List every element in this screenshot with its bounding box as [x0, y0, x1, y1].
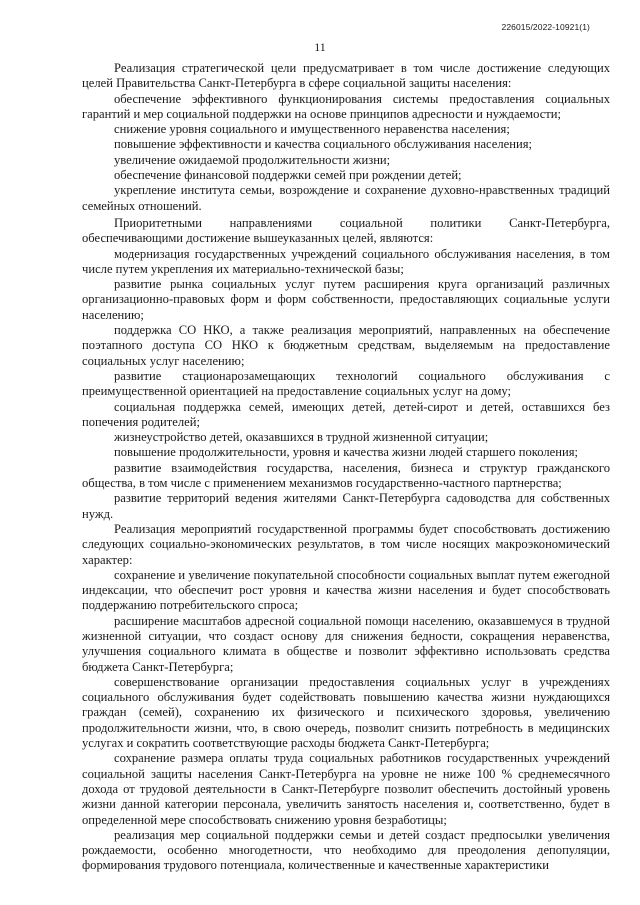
paragraph-18: Реализация мероприятий государственной программы будет способствовать достижению следующих социально-экономических результатов, в том числе носящих макроэкономический характер:	[82, 521, 610, 567]
paragraph-8: Приоритетными направлениями социальной политики Санкт-Петербурга, обеспечивающими достижение вышеуказанных целей, являются:	[82, 215, 610, 246]
paragraph-7: укрепление института семьи, возрождение и сохранение духовно-нравственных традиций семейных отношений.	[82, 183, 610, 213]
page-number: 11	[314, 40, 326, 54]
paragraph-16: развитие взаимодействия государства, населения, бизнеса и структур гражданского общества, в том числе с применением механизмов государственно-частного партнерства;	[82, 460, 610, 491]
paragraph-14: жизнеустройство детей, оказавшихся в трудной жизненной ситуации;	[114, 430, 489, 445]
paragraph-6: обеспечение финансовой поддержки семей при рождении детей;	[114, 168, 462, 183]
paragraph-9: модернизация государственных учреждений социального обслуживания населения, в том числе путем укрепления их материально-технической базы;	[82, 246, 610, 276]
paragraph-23: реализация мер социальной поддержки семьи и детей создаст предпосылки увеличения рождаемости, особенно многодетности, что необходимо для преодоления депопуляции, формирования трудового потенциала, количественные и качественные характеристики	[82, 827, 610, 873]
paragraph-17: развитие территорий ведения жителями Санкт-Петербурга садоводства для собственных нужд.	[82, 491, 610, 521]
paragraph-3: снижение уровня социального и имущественного неравенства населения;	[114, 122, 510, 137]
paragraph-21: совершенствование организации предоставления социальных услуг в учреждениях социального обслуживания будет содействовать повышению качества жизни нуждающихся граждан (семей), сохранению их физического и психического здоровья, увеличению продолжительности жизни, что, в свою очередь, позволит снизить потребность в медицинских услугах и сократить соответствующие расходы бюджета Санкт-Петербурга;	[82, 674, 610, 751]
paragraph-15: повышение продолжительности, уровня и качества жизни людей старшего поколения;	[114, 445, 579, 460]
document-registration-number: 226015/2022-10921(1)	[501, 22, 590, 32]
paragraph-1: Реализация стратегической цели предусматривает в том числе достижение следующих целей Правительства Санкт-Петербурга в сфере социальной защиты населения:	[82, 61, 610, 91]
paragraph-13: социальная поддержка семей, имеющих детей, детей-сирот и детей, оставшихся без попечения родителей;	[82, 399, 610, 429]
paragraph-4: повышение эффективности и качества социального обслуживания населения;	[114, 137, 533, 152]
paragraph-2: обеспечение эффективного функционирования системы предоставления социальных гарантий и мер социальной поддержки на основе принципов адресности и нуждаемости;	[82, 91, 610, 121]
paragraph-19: сохранение и увеличение покупательной способности социальных выплат путем ежегодной индексации, что обеспечит рост уровня и качества жизни населения и будет способствовать поддержанию потребительского спроса;	[82, 567, 610, 613]
paragraph-12: развитие стационарозамещающих технологий социального обслуживания с преимущественной ориентацией на предоставление социальных услуг на дому;	[82, 368, 610, 399]
paragraph-10: развитие рынка социальных услуг путем расширения круга организаций различных организационно-правовых форм и форм собственности, предоставляющих социальные услуги населению;	[82, 277, 610, 322]
paragraph-5: увеличение ожидаемой продолжительности жизни;	[114, 152, 391, 167]
document-body	[82, 61, 610, 874]
paragraph-11: поддержка СО НКО, а также реализация мероприятий, направленных на обеспечение поэтапного доступа СО НКО к бюджетным средствам, выделяемым на предоставление социальных услуг населению;	[82, 323, 610, 368]
paragraph-20: расширение масштабов адресной социальной помощи населению, оказавшемуся в трудной жизненной ситуации, что создаст основу для снижения бедности, сокращения неравенства, улучшения социального климата в обществе и позволит эффективно использовать средства бюджета Санкт-Петербурга;	[82, 613, 610, 674]
paragraph-22: сохранение размера оплаты труда социальных работников государственных учреждений социальной защиты населения Санкт-Петербурга на уровне не ниже 100 % среднемесячного дохода от трудовой деятельности в Санкт-Петербурге позволит обеспечить достойный уровень жизни данной категории персонала, увеличить занятость населения и, соответственно, будет в определенной мере способствовать снижению уровня безработицы;	[82, 751, 610, 827]
